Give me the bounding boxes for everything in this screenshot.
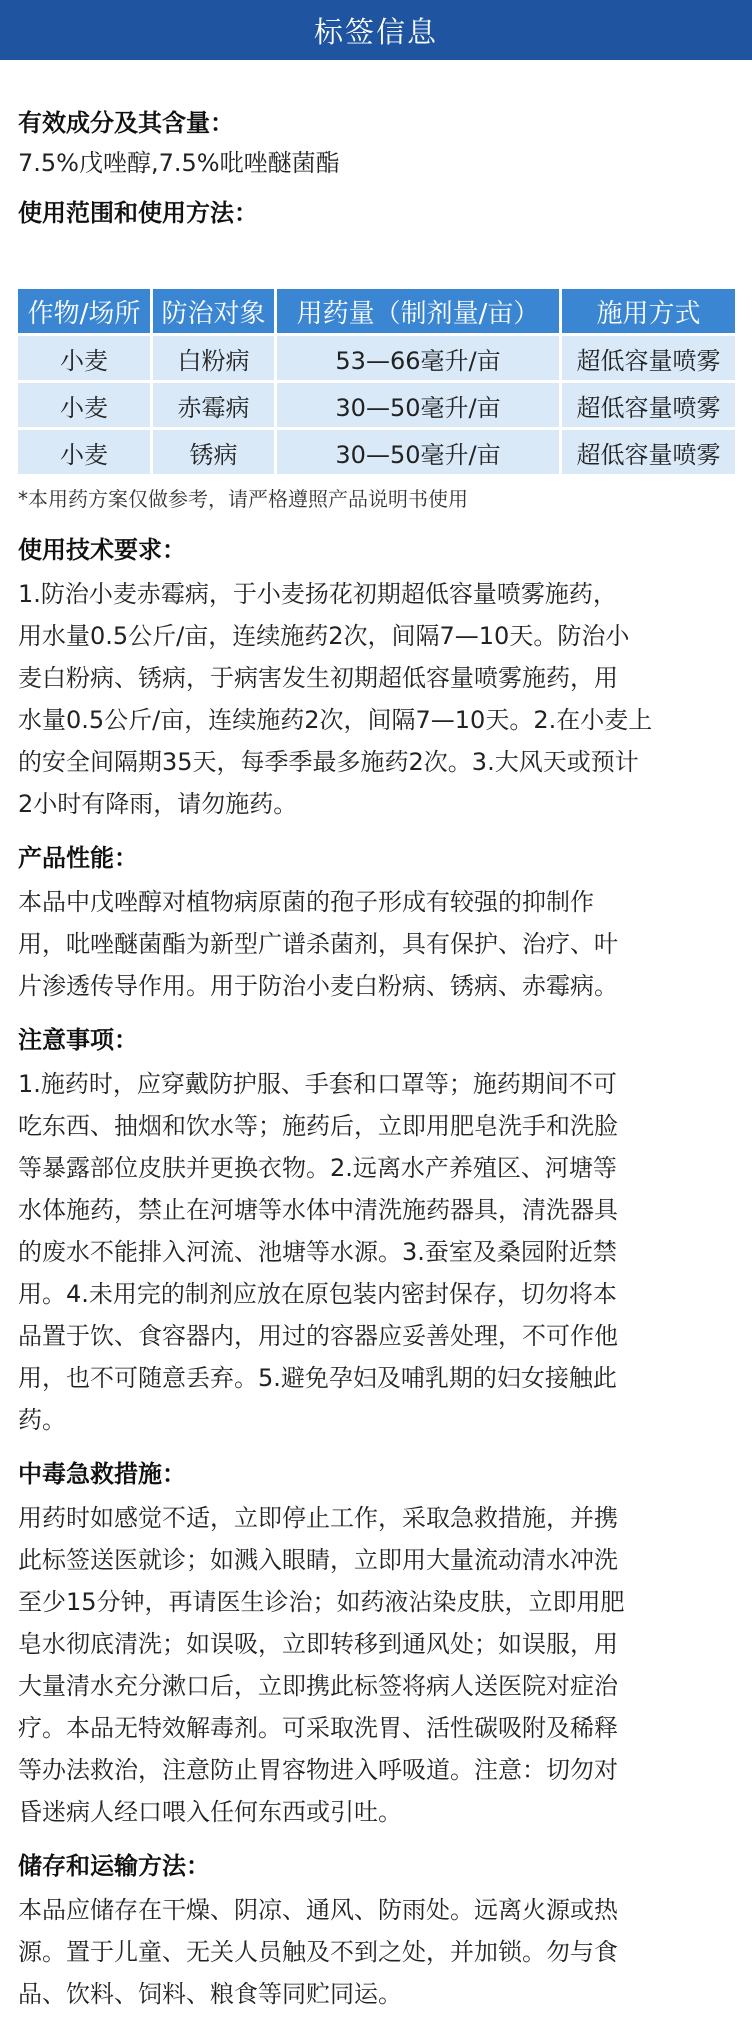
cell-crop: 小麦 [18, 430, 150, 474]
table-header-row [18, 289, 735, 333]
technical-text [18, 573, 734, 825]
precautions-heading: 注意事项： [18, 1026, 138, 1054]
ingredients-heading: 有效成分及其含量： [18, 109, 234, 137]
text-line: 吃东西、抽烟和饮水等；施药后，立即用肥皂洗手和洗脸 [18, 1112, 618, 1140]
text-line: 水体施药，禁止在河塘等水体中清洗施药器具，清洗器具 [18, 1196, 618, 1224]
table-row [18, 430, 735, 474]
header-bar [0, 0, 752, 60]
text-line: 本品应储存在干燥、阴凉、通风、防雨处。远离火源或热 [18, 1896, 618, 1924]
text-line: 的废水不能排入河流、池塘等水源。3.蚕室及桑园附近禁 [18, 1238, 617, 1266]
text-line: 昏迷病人经口喂入任何东西或引吐。 [18, 1798, 402, 1826]
technical-heading: 使用技术要求： [18, 536, 186, 564]
cell-method: 超低容量喷雾 [562, 383, 735, 427]
text-line: 1.施药时，应穿戴防护服、手套和口罩等；施药期间不可 [18, 1070, 617, 1098]
text-line: 用药时如感觉不适，立即停止工作，采取急救措施，并携 [18, 1504, 618, 1532]
text-line: 本品中戊唑醇对植物病原菌的孢子形成有较强的抑制作 [18, 888, 594, 916]
text-line: 此标签送医就诊；如溅入眼睛，立即用大量流动清水冲洗 [18, 1546, 618, 1574]
text-line: 用水量0.5公斤/亩，连续施药2次，间隔7—10天。防治小 [18, 622, 630, 650]
ingredients-text: 7.5%戊唑醇,7.5%吡唑醚菌酯 [18, 149, 340, 177]
text-line: 大量清水充分漱口后，立即携此标签将病人送医院对症治 [18, 1672, 618, 1700]
text-line: 用，也不可随意丢弃。5.避免孕妇及哺乳期的妇女接触此 [18, 1364, 617, 1392]
performance-text [18, 881, 734, 1007]
performance-heading: 产品性能： [18, 844, 138, 872]
text-line: 品置于饮、食容器内，用过的容器应妥善处理，不可作他 [18, 1322, 618, 1350]
dosage-footnote: *本用药方案仅做参考，请严格遵照产品说明书使用 [18, 487, 468, 511]
column-header-method: 施用方式 [562, 289, 735, 333]
text-line: 2小时有降雨，请勿施药。 [18, 790, 298, 818]
firstaid-text [18, 1497, 734, 1833]
text-line: 疗。本品无特效解毒剂。可采取洗胃、活性碳吸附及稀释 [18, 1714, 618, 1742]
text-line: 的安全间隔期35天，每季季最多施药2次。3.大风天或预计 [18, 748, 639, 776]
text-line: 水量0.5公斤/亩，连续施药2次，间隔7—10天。2.在小麦上 [18, 706, 653, 734]
text-line: 至少15分钟，再请医生诊治；如药液沾染皮肤，立即用肥 [18, 1588, 625, 1616]
text-line: 等暴露部位皮肤并更换衣物。2.远离水产养殖区、河塘等 [18, 1154, 617, 1182]
page-title: 标签信息 [313, 14, 438, 49]
cell-target: 赤霉病 [153, 383, 274, 427]
cell-crop: 小麦 [18, 383, 150, 427]
label-content [0, 106, 752, 2015]
cell-dosage: 30—50毫升/亩 [277, 430, 559, 474]
usage-heading: 使用范围和使用方法： [18, 199, 258, 227]
column-header-target: 防治对象 [153, 289, 274, 333]
table-row [18, 336, 735, 380]
cell-dosage: 30—50毫升/亩 [277, 383, 559, 427]
text-line: 麦白粉病、锈病，于病害发生初期超低容量喷雾施药，用 [18, 664, 618, 692]
cell-target: 锈病 [153, 430, 274, 474]
table-row [18, 383, 735, 427]
text-line: 用。4.未用完的制剂应放在原包装内密封保存，切勿将本 [18, 1280, 617, 1308]
text-line: 1.防治小麦赤霉病，于小麦扬花初期超低容量喷雾施药， [18, 580, 617, 608]
text-line: 片渗透传导作用。用于防治小麦白粉病、锈病、赤霉病。 [18, 972, 618, 1000]
text-line: 皂水彻底清洗；如误吸，立即转移到通风处；如误服，用 [18, 1630, 618, 1658]
text-line: 药。 [18, 1406, 66, 1434]
column-header-crop: 作物/场所 [18, 289, 150, 333]
text-line: 用，吡唑醚菌酯为新型广谱杀菌剂，具有保护、治疗、叶 [18, 930, 618, 958]
cell-dosage: 53—66毫升/亩 [277, 336, 559, 380]
cell-method: 超低容量喷雾 [562, 336, 735, 380]
text-line: 源。置于儿童、无关人员触及不到之处，并加锁。勿与食 [18, 1938, 618, 1966]
cell-method: 超低容量喷雾 [562, 430, 735, 474]
precautions-text [18, 1063, 734, 1441]
storage-text [18, 1889, 734, 2015]
storage-heading: 储存和运输方法： [18, 1852, 210, 1880]
firstaid-heading: 中毒急救措施： [18, 1460, 186, 1488]
text-line: 品、饮料、饲料、粮食等同贮同运。 [18, 1980, 402, 2008]
cell-target: 白粉病 [153, 336, 274, 380]
dosage-table [15, 286, 738, 477]
column-header-dosage: 用药量（制剂量/亩） [277, 289, 559, 333]
text-line: 等办法救治，注意防止胃容物进入呼吸道。注意：切勿对 [18, 1756, 618, 1784]
cell-crop: 小麦 [18, 336, 150, 380]
